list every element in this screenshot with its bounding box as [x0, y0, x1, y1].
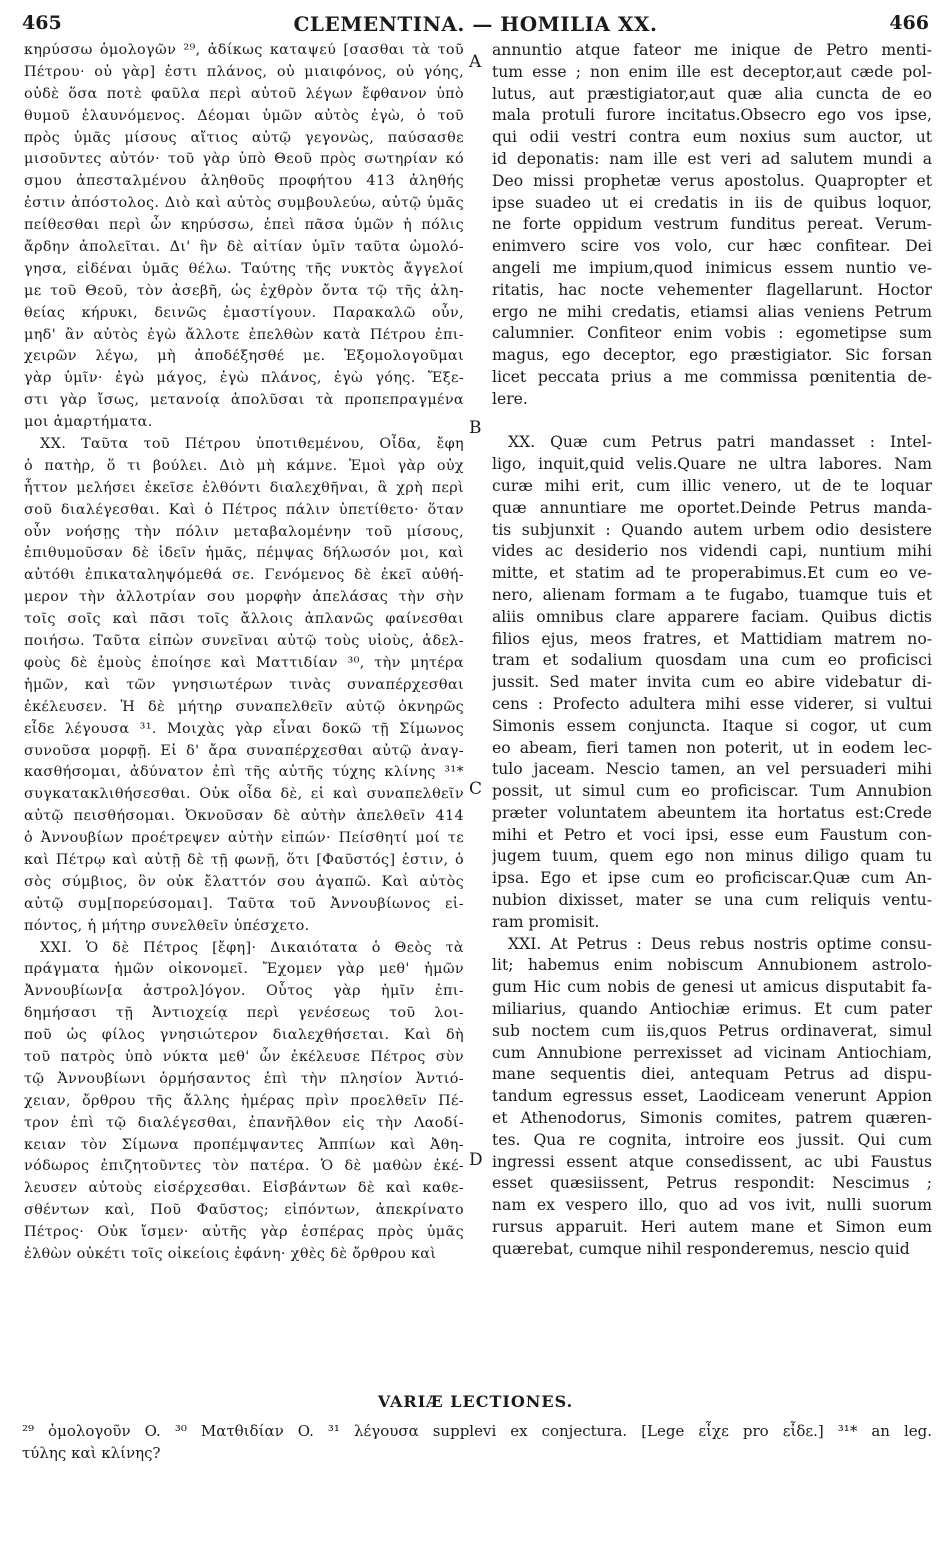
latin-text-line: aliis omnibus clare apparere faciam. Quibus dictis: [492, 607, 932, 626]
greek-text-column: [24, 40, 464, 1266]
greek-text-line: στι γὰρ ἴσως, μετανοίᾳ ἀπολῦσαι τὰ προπεπραγμένα: [24, 392, 464, 409]
latin-text-line: ipse suadeo ut ei credatis in iis de quibus loquor,: [492, 193, 932, 212]
latin-text-line: qui odii vestri contra eum noxius sum auctor, ut: [492, 128, 932, 147]
latin-text-column: [492, 40, 932, 1261]
greek-text-line: δημήσασι τῇ Ἀντιοχείᾳ περὶ γενέσεως τοῦ λοι-: [24, 1005, 464, 1022]
greek-text-line: XXI. Ὁ δὲ Πέτρος [ἔφη]· Δικαιότατα ὁ Θεὸς τὰ: [40, 939, 464, 956]
greek-text-line: Πέτρος· Οὐκ ἴσμεν· αὐτῆς γὰρ ἑσπέρας πρὸς ὑμᾶς: [24, 1224, 464, 1241]
greek-text-line: κασθήσομαι, ἀδύνατον ἐπὶ τῆς αὐτῆς τύχης κλίνης ³¹*: [24, 764, 464, 781]
greek-text-line: σὸς σύμβιος, ὃν οὐκ ἔλαττόν σου ἀγαπῶ. Καὶ αὐτὸς: [24, 873, 464, 890]
latin-text-line: XX. Quæ cum Petrus patri mandasset : Intel-: [508, 433, 932, 452]
latin-text-line: filios ejus, meos fratres, et Mattidiam matrem no-: [492, 629, 932, 648]
latin-text-line: ne forte oppidum vestrum funditus pereat. Verum-: [492, 215, 932, 234]
greek-text-line: τοῦ πατρὸς ὑπὸ νύκτα μεθ' ὧν ἐκέλευσε Πέτρος σὺν: [24, 1048, 464, 1065]
greek-text-line: κειαν τὸν Σίμωνα προπέμψαντες Ἀππίων καὶ Ἀθη-: [24, 1136, 464, 1153]
latin-text-line: calumnier. Confiteor enim vobis : egometipse sum: [492, 324, 932, 343]
greek-text-line: θείας κήρυκι, δεινῶς ἐμαστίγουν. Παρακαλῶ οὖν,: [24, 304, 464, 321]
latin-text-line: jussit. Sed mater invita cum eo abire videbatur di-: [492, 673, 932, 692]
greek-text-line: τῷ Ἀννουβίωνι ὁρμήσαντος ἐπὶ τὴν πλησίον Ἀντιό-: [24, 1070, 464, 1087]
latin-text-line: tes. Qua re cognita, introire eos jussit. Qui cum: [492, 1130, 932, 1149]
latin-text-line: tandum egressus esset, Laodiceam venerunt Appion: [492, 1087, 932, 1106]
footnote-line-1: ²⁹ ὁμολογοῦν O. ³⁰ Ματθιδίαν O. ³¹ λέγουσα supplevi ex conjectura. [Lege εἶχε pro εἶδε.] ³¹* an leg.: [22, 1422, 932, 1440]
latin-text-line: annuntio atque fateor me inique de Petro menti-: [492, 41, 932, 59]
latin-text-line: nam ex vespero illo, quo ad vos ivit, nulli suorum: [492, 1196, 932, 1215]
latin-text-line: rursus apparuit. Heri autem mane et Simon eum: [492, 1218, 932, 1237]
page-number-right: 466: [889, 12, 929, 34]
latin-text-line: mane sequentis diei, antequam Petrus ad dispu-: [492, 1065, 932, 1084]
latin-text-line: enimvero scire vos volo, cur hæc confitear. Dei: [492, 237, 932, 256]
latin-text-line: tum esse ; non enim ille est deceptor,aut cæde pol-: [492, 62, 932, 81]
latin-text-line: tis subjunxit : Quando autem urbem odio desistere: [492, 520, 932, 539]
latin-text-line: lere.: [492, 389, 528, 408]
greek-text-line: με τοῦ Θεοῦ, τὸν ἀσεβῆ, ὡς ἐχθρὸν ὄντα τῷ τῆς ἀλη-: [24, 282, 464, 299]
greek-text-line: XX. Ταῦτα τοῦ Πέτρου ὑποτιθεμένου, Οἶδα, ἔφη: [40, 436, 464, 453]
greek-text-line: συνοῦσα μορφῇ. Εἰ δ' ἄρα συναπέρχεσθαι αὐτῷ ἀναγ-: [24, 742, 464, 759]
greek-text-line: αὐτῷ πεισθήσομαι. Ὀκνοῦσαν δὲ αὐτὴν ἀπελθεῖν 414: [24, 808, 464, 825]
greek-text-line: νόδωρος ἐπιζητοῦντες τὸν πατέρα. Ὁ δὲ μαθὼν ἐκέ-: [24, 1158, 464, 1175]
greek-text-line: ὁ Ἀννουβίων προέτρεψεν αὐτὴν εἰπών· Πείσθητί μοί τε: [24, 830, 464, 847]
latin-text-line: ergo ne mihi credatis, etiamsi alias veniens Petrum: [492, 302, 932, 321]
margin-marker-c: C: [469, 779, 483, 799]
latin-text-line: eo abeam, fieri tamen non poterit, ut in eodem lec-: [492, 738, 932, 757]
latin-text-line: esset quæsiissent, Petrus respondit: Nescimus ;: [492, 1174, 932, 1193]
greek-text-line: πείθεσθαι περὶ ὧν κηρύσσω, ἐπεὶ πᾶσα ὑμῶν ἡ πόλις: [24, 217, 464, 234]
greek-text-line: χειρῶν λέγω, μὴ ἀποδέξησθέ με. Ἐξομολογοῦμαι: [24, 348, 464, 365]
greek-text-line: ἧττον μελήσει ἐκεῖσε ἐλθόντι διαλεχθῆναι, ἃ χρὴ περὶ: [24, 479, 464, 496]
latin-text-line: Deo missi prophetæ verus apostolus. Quapropter et: [492, 171, 932, 190]
greek-text-line: φοὺς δὲ ἐμοὺς ἐποίησε καὶ Ματτιδίαν ³⁰, τὴν μητέρα: [24, 654, 464, 671]
greek-text-line: ἡμῶν, καὶ τῶν γνησιωτέρων τινὰς συναπέρχεσθαι: [24, 676, 464, 693]
greek-text-line: ἐλθὼν οὐκέτι τοῖς οἰκείοις ἐφάνη· χθὲς δὲ ὄρθρου καὶ: [24, 1245, 437, 1262]
greek-text-line: ποιήσω. Ταῦτα εἰπὼν συνεῖναι αὐτῷ τοὺς υἱοὺς, ἀδελ-: [24, 633, 464, 650]
latin-text-line: vides ac desiderio nos videndi capi, nuntium mihi: [492, 542, 932, 561]
latin-text-line: curæ mihi erit, cum illic venero, ut de te loquar: [492, 476, 932, 495]
latin-text-line: mitte, et statim ad te properabimus.Et cum eo ve-: [492, 564, 932, 583]
page-number-left: 465: [22, 12, 62, 34]
running-title: CLEMENTINA. — HOMILIA XX.: [293, 12, 658, 36]
latin-text-line: nubion dixisset, mater se una cum reliquis ventu-: [492, 891, 932, 910]
greek-text-line: πόντος, ἡ μήτηρ συνελθεῖν ὑπέσχετο.: [24, 917, 310, 934]
greek-text-line: σθέντων καὶ, Ποῦ Φαῦστος; εἰπόντων, ἀπεκρίνατο: [24, 1202, 464, 1219]
latin-text-line: ritatis, hac nocte vehementer flagellarunt. Hoctor: [492, 280, 932, 299]
greek-text-line: αὐτῷ συμ[πορεύσομαι]. Ταῦτα τοῦ Ἀννουβίωνος εἰ-: [24, 895, 464, 912]
latin-text-line: quærebat, cumque nihil responderemus, nescio quid: [492, 1239, 910, 1258]
latin-text-line: licet peccata prius a me commissa pœnitentia de-: [492, 367, 932, 386]
greek-text-line: θυμοῦ ἐλαυνόμενος. Δέομαι ὑμῶν αὐτὸς ἐγὼ, ὁ τοῦ: [24, 107, 464, 124]
greek-text-line: γησα, εἰδέναι ὑμᾶς θέλω. Ταύτης τῆς νυκτὸς ἄγγελοί: [24, 260, 464, 277]
greek-text-line: σμου ἀπεσταλμένου ἀληθοῦς προφήτου 413 ἀληθής: [24, 173, 464, 190]
greek-text-line: πράγματα ἡμῶν οἰκονομεῖ. Ἔχομεν γὰρ μεθ' ἡμῶν: [24, 961, 464, 978]
greek-text-line: συγκατακλιθήσεσθαι. Οὐκ οἶδα δὲ, εἰ καὶ συναπελθεῖν: [24, 786, 464, 803]
latin-text-line: gum Hic cum nobis de genesi ut amicus disputabit fa-: [492, 978, 932, 997]
greek-text-line: ποῦ ὡς φίλος γνησιώτερον διαλεχθήσεται. Καὶ δὴ: [24, 1027, 464, 1044]
greek-text-line: αὐτόθι ἐπικαταληψόμεθά σε. Γενόμενος δὲ ἐκεῖ αὐθή-: [24, 567, 464, 584]
greek-text-line: μοι ἁμαρτήματα.: [24, 414, 153, 431]
greek-text-line: μηδ' ἂν αὐτὸς ἐγὼ ἄλλοτε ἐπελθὼν κατὰ Πέτρου ἐπι-: [24, 326, 464, 343]
greek-text-line: ἐκέλευσεν. Ἡ δὲ μήτηρ συναπελθεῖν αὐτῷ ὀκνηρῶς: [24, 698, 464, 715]
running-header: [0, 12, 951, 42]
latin-text-line: miliarius, quando Antiochiæ erimus. Et cum pater: [492, 1000, 932, 1019]
greek-text-line: οὐδὲ ὅσα ποτὲ φαῦλα περὶ αὐτοῦ λέγων ἔφθανον ὑπὸ: [24, 85, 464, 102]
greek-text-line: τρον ἐπὶ τῷ διαλέγεσθαι, ἐπανῆλθον εἰς τὴν Λαοδί-: [24, 1114, 464, 1131]
latin-text-line: ram promisit.: [492, 912, 600, 931]
latin-text-line: tulo jaceam. Nescio tamen, an vel persuaderi mihi: [492, 760, 932, 779]
latin-text-line: cum Annubione perrexisset ad vicinam Antiochiam,: [492, 1043, 932, 1062]
greek-text-line: εἶδε λέγουσα ³¹. Μοιχὰς γὰρ εἶναι δοκῶ τῇ Σίμωνος: [24, 720, 464, 737]
latin-text-line: [492, 411, 932, 433]
variae-lectiones-heading: VARIÆ LECTIONES.: [377, 1392, 574, 1411]
latin-text-line: mala protuli furore incitatus.Obsecro ego vos ipse,: [492, 106, 932, 125]
latin-text-line: Simonis essem conjuncta. Itaque si cogor, ut cum: [492, 716, 932, 735]
margin-marker-b: B: [469, 418, 482, 438]
greek-text-line: σοῦ διαλέγεσθαι. Καὶ ὁ Πέτρος πάλιν ὑπετίθετο· ὅταν: [24, 501, 464, 518]
greek-text-line: ὁ πατὴρ, ὅ τι βούλει. Διὸ μὴ κάμνε. Ἐμοὶ γὰρ οὐχ: [24, 457, 464, 474]
latin-text-line: id deponatis: nam ille est veri ad salutem mundi a: [492, 149, 932, 168]
greek-text-line: καὶ Πέτρῳ καὶ αὐτῇ δὲ τῇ φωνῇ, ὅτι [Φαῦστός] ἐστιν, ὁ: [24, 851, 464, 868]
greek-text-line: τοῖς σοῖς καὶ πᾶσι τοῖς ἄλλοις ἀπλανῶς φαίνεσθαι: [24, 611, 464, 628]
greek-text-line: ἐστιν ἀπόστολος. Διὸ καὶ αὐτὸς συμβουλεύω, αὐτῷ ὑμᾶς: [24, 195, 464, 212]
greek-text-line: Ἀννουβίων[α ἀστρολ]όγον. Οὗτος γὰρ ἡμῖν ἐπι-: [24, 983, 464, 1000]
greek-text-line: κηρύσσω ὁμολογῶν ²⁹, ἀδίκως καταψεύ [σασθαι τὰ τοῦ: [24, 42, 464, 58]
latin-text-line: cens : Profecto adultera mihi esse viderer, si vultui: [492, 694, 932, 713]
greek-text-line: γὰρ ὑμῖν· ἐγὼ μάγος, ἐγὼ πλάνος, ἐγὼ γόης. Ἔξε-: [24, 370, 464, 387]
latin-text-line: præter voluntatem abeuntem ita hortatus est:Crede: [492, 803, 932, 822]
margin-marker-d: D: [469, 1150, 483, 1170]
latin-text-line: ingressi essent atque consedissent, ac ubi Faustus: [492, 1152, 932, 1171]
latin-text-line: lutus, aut præstigiator,aut quæ alia cuncta de eo: [492, 84, 932, 103]
greek-text-line: ἄρδην ἀπολεῖται. Δι' ἣν δὲ αἰτίαν ὑμῖν ταῦτα ὡμολό-: [24, 239, 464, 256]
greek-text-line: χειαν, ὄρθρου τῆς ἄλλης ἡμέρας πρὶν προελθεῖν Πέ-: [24, 1092, 464, 1109]
latin-text-line: possit, ut simul cum eo proficiscar. Tum Annubion: [492, 782, 932, 801]
latin-text-line: et Athenodorus, Simonis comites, patrem quæren-: [492, 1109, 932, 1128]
latin-text-line: jugem tuum, quem ego non minus diligo quam tu: [492, 847, 932, 866]
footnote-line-2: τύλης καὶ κλίνης?: [22, 1444, 161, 1462]
greek-text-line: πρὸς ὑμᾶς μίσους αἴτιος αὐτῷ γεγονὼς, παύσασθε: [24, 129, 464, 146]
latin-text-line: magus, ego deceptor, ego præstigiator. Sic forsan: [492, 346, 932, 365]
latin-text-line: quæ annuntiare me oportet.Deinde Petrus manda-: [492, 498, 932, 517]
greek-text-line: οὖν νοήσῃς τὴν πόλιν μεταβαλομένην τοῦ μίσους,: [24, 523, 464, 540]
greek-text-line: Πέτρου· οὐ γὰρ] ἐστι πλάνος, οὐ μιαιφόνος, οὐ γόης,: [24, 63, 464, 80]
latin-text-line: ipsa. Ego et ipse cum eo proficiscar.Quæ cum An-: [492, 869, 932, 888]
margin-marker-a: A: [469, 52, 482, 72]
latin-text-line: nero, alienam formam a te fugabo, tuamque tuis et: [492, 585, 932, 604]
latin-text-line: ligo, inquit,quid velis.Quare ne ultra labores. Nam: [492, 455, 932, 474]
latin-text-line: angeli me impium,quod inimicus essem nuntio ve-: [492, 258, 932, 277]
greek-text-line: ἐπιθυμοῦσαν δὲ ἰδεῖν ἡμᾶς, πέμψας δήλωσόν μοι, καὶ: [24, 545, 464, 562]
latin-text-line: sub noctem cum iis,quos Petrus ordinaverat, simul: [492, 1021, 932, 1040]
latin-text-line: tram et sodalium quosdam una cum eo proficisci: [492, 651, 932, 670]
greek-text-line: λευσεν αὐτοὺς εἰσέρχεσθαι. Εἰσβάντων δὲ καὶ καθε-: [24, 1180, 464, 1197]
latin-text-line: lit; habemus enim nobiscum Annubionem astrolo-: [492, 956, 932, 975]
latin-text-line: mihi et Petro et voci ipsi, esse eum Faustum con-: [492, 825, 932, 844]
greek-text-line: μερον τὴν ἀλλοτρίαν σου μορφὴν ἀπελάσας τὴν σὴν: [24, 589, 464, 606]
latin-text-line: XXI. At Petrus : Deus rebus nostris optime consu-: [508, 934, 932, 953]
footnotes: [22, 1420, 932, 1464]
greek-text-line: μισοῦντες αὐτόν· τοῦ γὰρ ὑπὸ Θεοῦ πρὸς σωτηρίαν κό: [24, 151, 464, 168]
